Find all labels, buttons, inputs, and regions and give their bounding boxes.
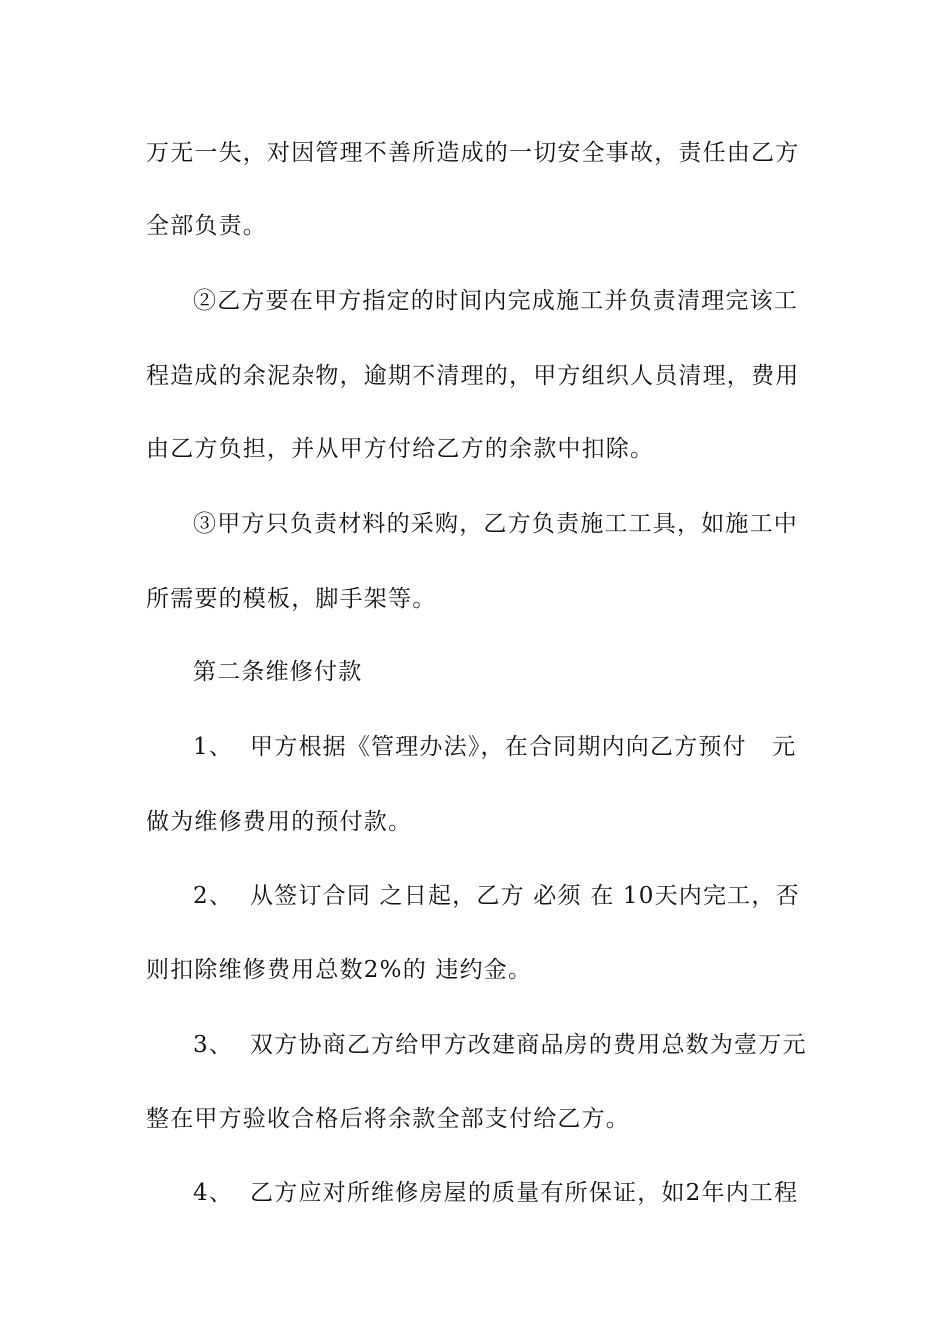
paragraph-line-5: 由乙方负担，并从甲方付给乙方的余款中扣除。 xyxy=(146,436,655,462)
paragraph-line-1: 万无一失，对因管理不善所造成的一切安全事故，责任由乙方 xyxy=(146,140,800,166)
paragraph-line-7: 所需要的模板，脚手架等。 xyxy=(146,586,437,612)
paragraph-line-15: 4、 乙方应对所维修房屋的质量有所保证，如2年内工程 xyxy=(193,1180,799,1206)
paragraph-line-2: 全部负责。 xyxy=(146,213,267,239)
paragraph-line-6: ③甲方只负责材料的采购，乙方负责施工工具，如施工中 xyxy=(193,511,798,537)
section-heading: 第二条维修付款 xyxy=(193,659,363,685)
paragraph-line-4: 程造成的余泥杂物，逾期不清理的，甲方组织人员清理，费用 xyxy=(146,363,800,389)
paragraph-line-10: 做为维修费用的预付款。 xyxy=(146,809,413,835)
paragraph-line-13: 3、 双方协商乙方给甲方改建商品房的费用总数为壹万元 xyxy=(193,1032,807,1058)
paragraph-line-9: 1、 甲方根据《管理办法》，在合同期内向乙方预付 元 xyxy=(193,734,797,760)
paragraph-line-12: 则扣除维修费用总数2%的 违约金。 xyxy=(146,957,533,983)
paragraph-line-14: 整在甲方验收合格后将余款全部支付给乙方。 xyxy=(146,1106,630,1132)
paragraph-line-11: 2、 从签订合同 之日起，乙方 必须 在 10天内完工，否 xyxy=(193,883,800,909)
paragraph-line-3: ②乙方要在甲方指定的时间内完成施工并负责清理完该工 xyxy=(193,288,798,314)
